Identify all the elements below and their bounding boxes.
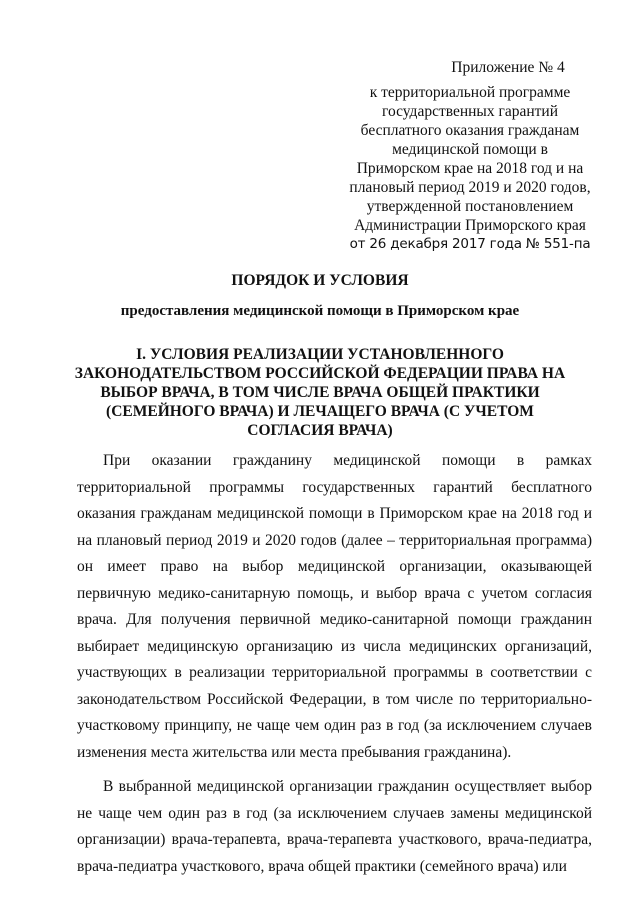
document-subtitle: предоставления медицинской помощи в Приморском крае [120, 303, 520, 319]
body-text [77, 448, 592, 880]
resolution-date: от 26 декабря 2017 года № 551-па [349, 236, 591, 252]
appendix-line: Администрации Приморского края [354, 217, 586, 234]
paragraph: При оказании гражданину медицинской помощи в рамках территориальной программы государственных гарантий бесплатного оказания гражданам медицинской помощи в Приморском крае на 2018 год и на плановый период 2019 и 2020 годов (далее – территориальная программа) он имеет право на выбор медицинской организации, оказывающей первичную медико-санитарную помощь, и выбор врача с учетом согласия врача. Для получения первичной медико-санитарной помощи гражданин выбирает медицинскую организацию из числа медицинских организаций, участвующих в реализации территориальной программы в соответствии с законодательством Российской Федерации, в том числе по территориально-участковому принципу, не чаще чем один раз в год (за исключением случаев изменения места жительства или места пребывания гражданина). [77, 452, 592, 761]
appendix-line: государственных гарантий [382, 103, 558, 120]
appendix-line: Приморском крае на 2018 год и на [356, 160, 584, 177]
appendix-block [340, 58, 600, 254]
appendix-number: Приложение № 4 [451, 59, 565, 76]
paragraph: В выбранной медицинской организации гражданин осуществляет выбор не чаще чем один раз в год (за исключением случаев замены медицинской организации) врача-терапевта, врача-терапевта участкового, врача-педиатра, врача-педиатра участкового, врача общей практики (семейного врача) или [77, 778, 592, 875]
document-title: ПОРЯДОК И УСЛОВИЯ [231, 272, 409, 289]
appendix-line: плановый период 2019 и 2020 годов, [349, 179, 591, 196]
appendix-line: бесплатного оказания гражданам [360, 122, 580, 139]
appendix-line: утвержденной постановлением [366, 198, 574, 215]
section-heading: I. УСЛОВИЯ РЕАЛИЗАЦИИ УСТАНОВЛЕННОГО ЗАКОНОДАТЕЛЬСТВОМ РОССИЙСКОЙ ФЕДЕРАЦИИ ПРАВА НА ВЫБОР ВРАЧА, В ТОМ ЧИСЛЕ ВРАЧА ОБЩЕЙ ПРАКТИКИ (СЕМЕЙНОГО ВРАЧА) И ЛЕЧАЩЕГО ВРАЧА (С УЧЕТОМ СОГЛАСИЯ ВРАЧА) [74, 346, 566, 439]
appendix-line: к территориальной программе [369, 84, 571, 101]
appendix-line: медицинской помощи в [392, 141, 548, 158]
